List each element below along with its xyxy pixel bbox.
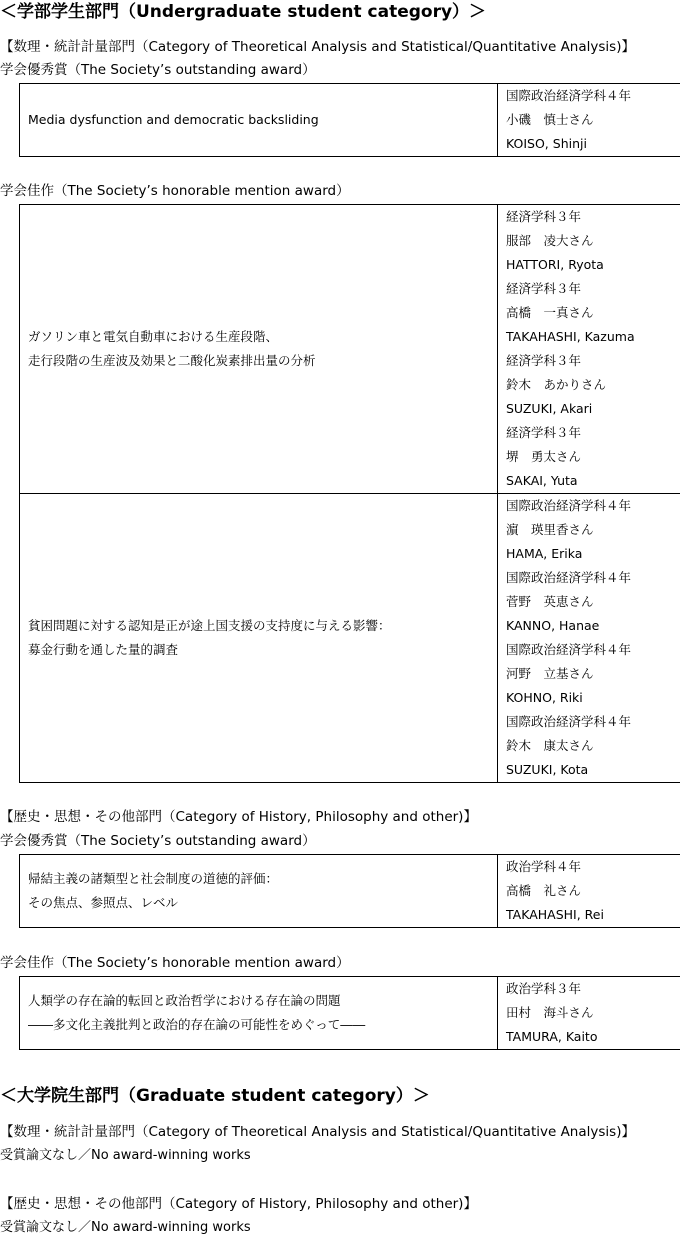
undergrad-theory-outstanding-table [19,83,680,157]
paper-title-line: 帰結主義の諸類型と社会制度の道徳的評価： [28,867,489,891]
author-list [498,84,680,157]
undergrad-theory-outstanding-label: 学会優秀賞（The Society’s outstanding award） [0,60,316,80]
author-name-en: HATTORI, Ryota [498,253,680,277]
undergrad-theory-category: 【数理・統計計量部門（Category of Theoretical Analysis and Statistical/Quantitative Analysis)】 [0,37,635,57]
undergrad-history-outstanding-table [19,854,680,928]
undergrad-history-outstanding-label: 学会優秀賞（The Society’s outstanding award） [0,831,316,851]
author-department: 政治学科３年 [498,977,680,1001]
author-name-en: SUZUKI, Kota [498,758,680,782]
author-name-jp: 鈴木 康太さん [498,734,680,758]
undergrad-theory-honorable-table [19,204,680,783]
author-department: 経済学科３年 [498,205,680,229]
paper-title-line: ――多文化主義批判と政治的存在論の可能性をめぐって―― [28,1013,489,1037]
grad-heading: ＜大学院生部門（Graduate student category）＞ [0,1084,430,1108]
award-row [20,977,680,1050]
author-department: 経済学科３年 [498,277,680,301]
author-list [498,855,680,928]
author-department: 経済学科３年 [498,421,680,445]
author-name-en: KOHNO, Riki [498,686,680,710]
author-name-en: SUZUKI, Akari [498,397,680,421]
paper-title [20,977,498,1050]
paper-title-line: Media dysfunction and democratic backsliding [28,108,489,132]
award-row [20,855,680,928]
undergrad-history-honorable-label: 学会佳作（The Society’s honorable mention award） [0,953,350,973]
paper-title [20,84,498,157]
undergrad-heading: ＜学部学生部門（Undergraduate student category）＞ [0,0,486,24]
undergrad-theory-honorable-label: 学会佳作（The Society’s honorable mention award） [0,181,350,201]
author-name-jp: 河野 立基さん [498,662,680,686]
author-list [498,494,680,783]
author-name-en: KOISO, Shinji [498,132,680,156]
author-name-jp: 高橋 一真さん [498,301,680,325]
paper-title-line: 人類学の存在論的転回と政治哲学における存在論の問題 [28,989,489,1013]
author-name-jp: 菅野 英恵さん [498,590,680,614]
paper-title-line: 貧困問題に対する認知是正が途上国支援の支持度に与える影響： [28,614,489,638]
paper-title-line: その焦点、参照点、レベル [28,891,489,915]
author-name-en: TAKAHASHI, Rei [498,903,680,927]
author-name-jp: 田村 海斗さん [498,1001,680,1025]
author-name-en: SAKAI, Yuta [498,469,680,493]
author-name-en: KANNO, Hanae [498,614,680,638]
author-list [498,205,680,494]
grad-theory-no-award: 受賞論文なし／No award-winning works [0,1146,251,1166]
paper-title [20,494,498,783]
author-name-jp: 濵 瑛里香さん [498,518,680,542]
author-department: 国際政治経済学科４年 [498,638,680,662]
paper-title [20,855,498,928]
author-department: 国際政治経済学科４年 [498,494,680,518]
author-name-en: TAKAHASHI, Kazuma [498,325,680,349]
award-row [20,494,680,783]
author-name-jp: 服部 凌大さん [498,229,680,253]
author-name-jp: 堺 勇太さん [498,445,680,469]
grad-history-no-award: 受賞論文なし／No award-winning works [0,1218,251,1238]
author-department: 政治学科４年 [498,855,680,879]
author-department: 国際政治経済学科４年 [498,710,680,734]
grad-theory-category: 【数理・統計計量部門（Category of Theoretical Analysis and Statistical/Quantitative Analysis)】 [0,1122,635,1142]
author-name-jp: 鈴木 あかりさん [498,373,680,397]
author-department: 国際政治経済学科４年 [498,84,680,108]
award-row [20,205,680,494]
undergrad-history-honorable-table [19,976,680,1050]
award-row [20,84,680,157]
author-name-en: HAMA, Erika [498,542,680,566]
paper-title [20,205,498,494]
undergrad-history-category: 【歴史・思想・その他部門（Category of History, Philosophy and other)】 [0,807,477,827]
author-name-en: TAMURA, Kaito [498,1025,680,1049]
author-name-jp: 高橋 礼さん [498,879,680,903]
paper-title-line: ガソリン車と電気自動車における生産段階、 [28,325,489,349]
author-list [498,977,680,1050]
paper-title-line: 募金行動を通した量的調査 [28,638,489,662]
paper-title-line: 走行段階の生産波及効果と二酸化炭素排出量の分析 [28,349,489,373]
author-department: 経済学科３年 [498,349,680,373]
author-name-jp: 小磯 慎士さん [498,108,680,132]
grad-history-category: 【歴史・思想・その他部門（Category of History, Philosophy and other)】 [0,1194,477,1214]
author-department: 国際政治経済学科４年 [498,566,680,590]
